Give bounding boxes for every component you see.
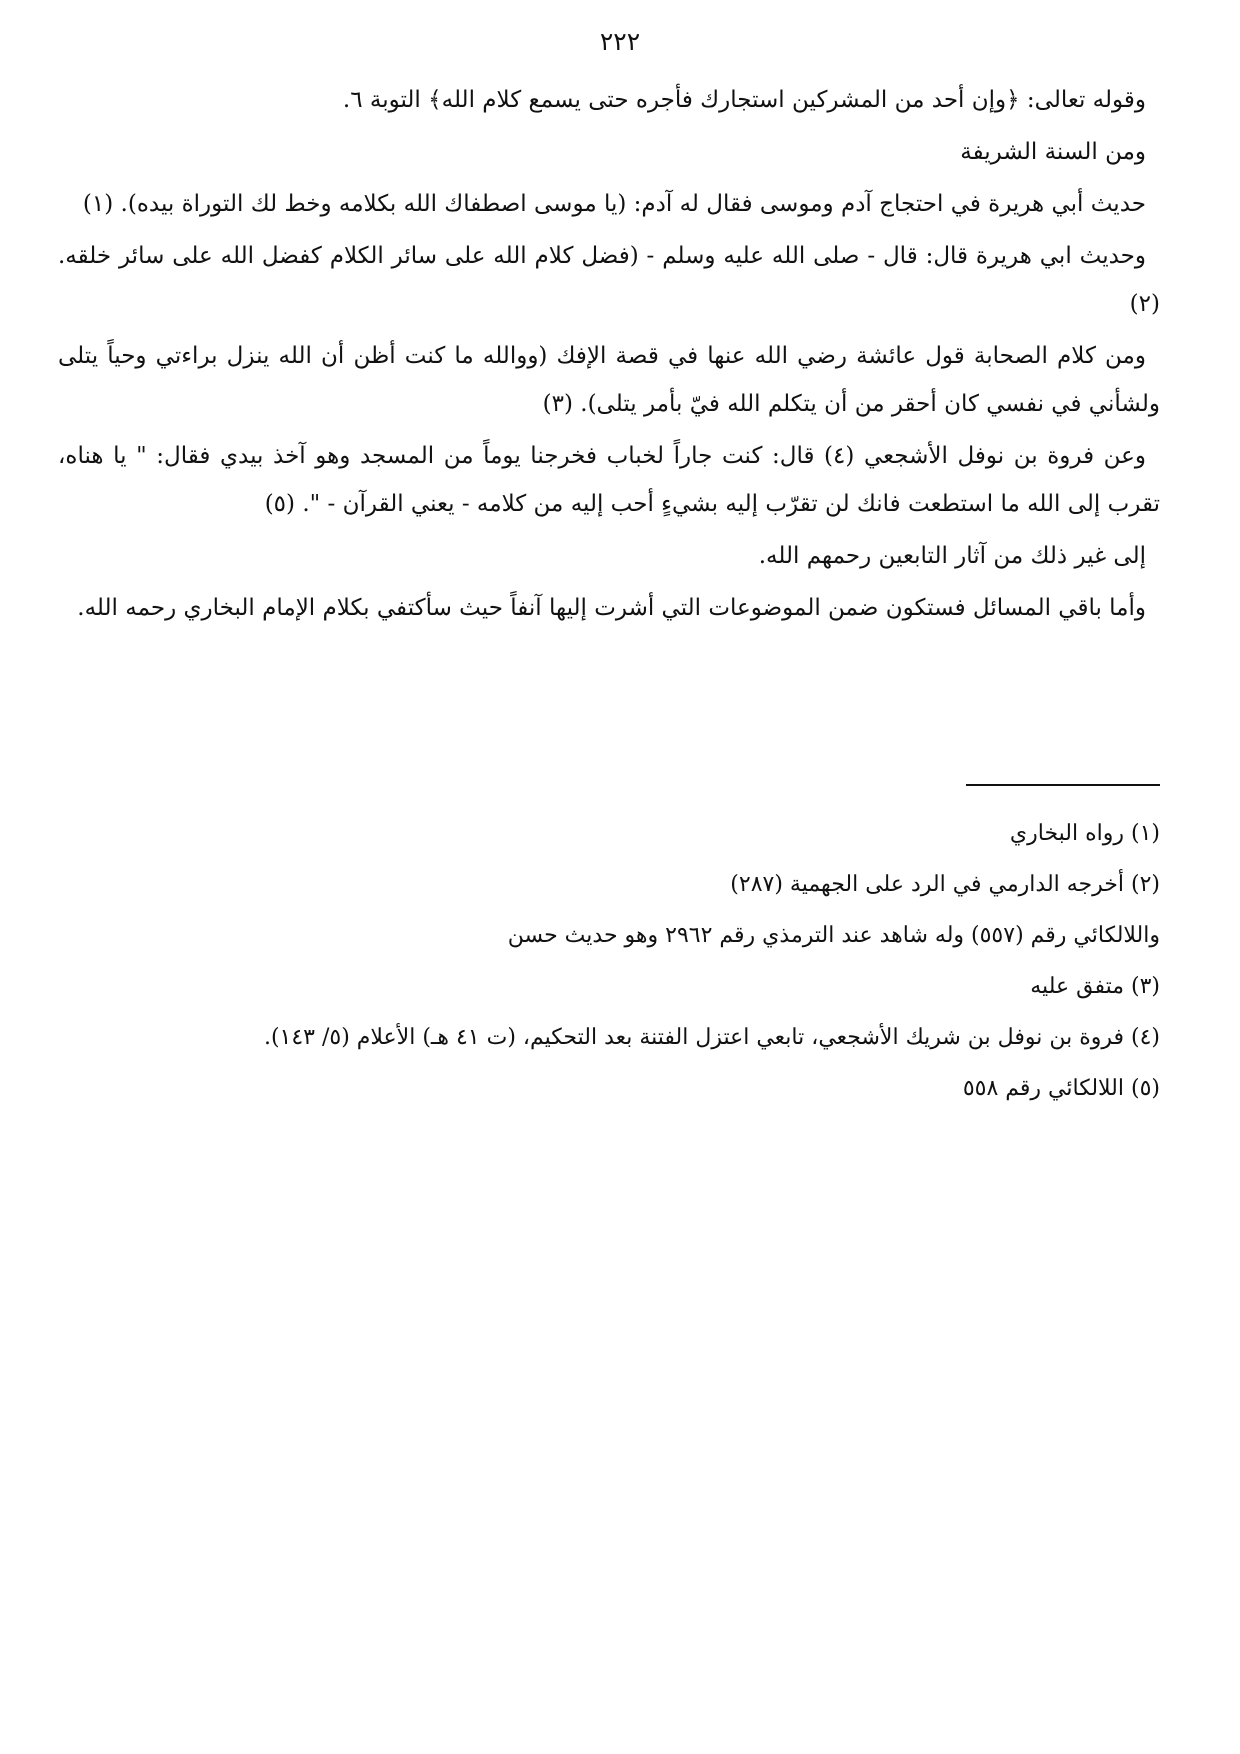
paragraph-farwah-narration: وعن فروة بن نوفل الأشجعي (٤) قال: كنت جاراً لخباب فخرجنا يوماً من المسجد وهو آخذ بيدي فقال: " يا هناه، تقرب إلى الله ما استطعت فانك لن تقرّب إليه بشيءٍ أحب إليه من كلامه - يعني القرآن - ". (٥) [58, 443, 1160, 517]
footnote-1: (١) رواه البخاري [1009, 821, 1160, 846]
footnotes [58, 810, 1160, 1116]
footnote-3: (٣) متفق عليه [1030, 974, 1160, 999]
paragraph-aishah-quote: ومن كلام الصحابة قول عائشة رضي الله عنها في قصة الإفك (ووالله ما كنت أظن أن الله ينزل براءتي وحياً يتلى ولشأني في نفسي كان أحقر من أن يتكلم الله فيّ بأمر يتلى). (٣) [58, 343, 1160, 417]
paragraph-sunnah-heading: ومن السنة الشريفة [960, 139, 1146, 165]
paragraph-abu-hurayrah-hadith: وحديث ابي هريرة قال: قال - صلى الله عليه وسلم - (فضل كلام الله على سائر الكلام كفضل الله على سائر خلقه. (٢) [58, 243, 1160, 317]
footnote-separator [966, 784, 1160, 786]
paragraph-tabieen: إلى غير ذلك من آثار التابعين رحمهم الله. [758, 543, 1146, 569]
footnote-5: (٥) اللالكائي رقم ٥٥٨ [962, 1076, 1160, 1101]
footnote-4: (٤) فروة بن نوفل بن شريك الأشجعي، تابعي اعتزل الفتنة بعد التحكيم، (ت ٤١ هـ) الأعلام (٥/ ١٤٣). [263, 1025, 1160, 1050]
paragraph-adam-musa-hadith: حديث أبي هريرة في احتجاج آدم وموسى فقال له آدم: (يا موسى اصطفاك الله بكلامه وخط لك التوراة بيده). (١) [82, 191, 1146, 217]
page-number: ٢٢٢ [599, 27, 641, 56]
paragraph-quran-verse: وقوله تعالى: ﴿وإن أحد من المشركين استجارك فأجره حتى يسمع كلام الله﴾ التوبة ٦. [342, 87, 1146, 113]
paragraph-remaining-issues: وأما باقي المسائل فستكون ضمن الموضوعات التي أشرت إليها آنفاً حيث سأكتفي بكلام الإمام البخاري رحمه الله. [77, 595, 1146, 621]
footnote-2: (٢) أخرجه الدارمي في الرد على الجهمية (٢٨٧) [730, 872, 1160, 897]
footnote-2-continued: واللالكائي رقم (٥٥٧) وله شاهد عند الترمذي رقم ٢٩٦٢ وهو حديث حسن [507, 923, 1160, 948]
main-text [58, 76, 1160, 636]
